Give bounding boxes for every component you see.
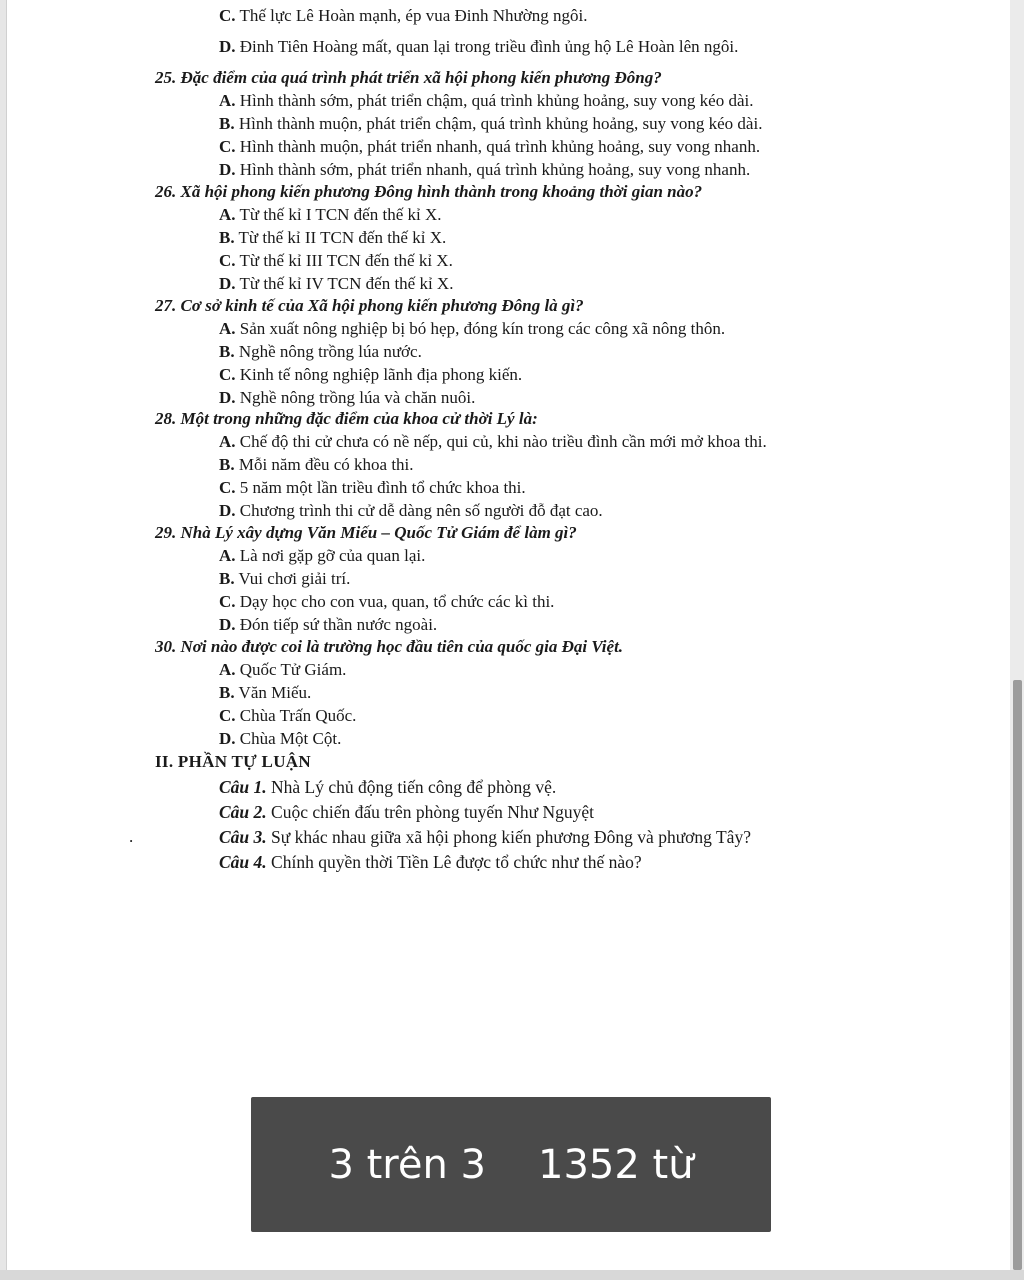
- option-line: B. Văn Miếu.: [219, 683, 312, 702]
- option-line: D. Đón tiếp sứ thần nước ngoài.: [219, 615, 438, 634]
- stray-dot: .: [129, 827, 134, 846]
- question-title: 28. Một trong những đặc điểm của khoa cử thời Lý là:: [155, 409, 538, 428]
- option-line: C. Từ thế kỉ III TCN đến thế kỉ X.: [219, 251, 453, 270]
- option-line: A. Từ thế kỉ I TCN đến thế kỉ X.: [219, 205, 442, 224]
- option-line: C. Chùa Trấn Quốc.: [219, 706, 357, 725]
- option-line: A. Sản xuất nông nghiệp bị bó hẹp, đóng kín trong các công xã nông thôn.: [219, 319, 726, 338]
- question-title: 25. Đặc điểm của quá trình phát triển xã hội phong kiến phương Đông?: [155, 68, 662, 87]
- vertical-scrollbar[interactable]: [1010, 0, 1024, 1280]
- essay-question: Câu 3. Sự khác nhau giữa xã hội phong kiến phương Đông và phương Tây?: [219, 827, 751, 847]
- option-line: A. Quốc Tử Giám.: [219, 660, 347, 679]
- option-line: B. Mỗi năm đều có khoa thi.: [219, 455, 414, 474]
- option-line: C. Hình thành muộn, phát triển nhanh, quá trình khủng hoảng, suy vong nhanh.: [219, 137, 761, 156]
- option-line: B. Từ thế kỉ II TCN đến thế kỉ X.: [219, 228, 447, 247]
- page-bottom-edge: [0, 1270, 1024, 1280]
- option-line: A. Chế độ thi cử chưa có nề nếp, qui củ, khi nào triều đình cần mới mở khoa thi.: [219, 432, 767, 451]
- essay-question: Câu 2. Cuộc chiến đấu trên phòng tuyến Như Nguyệt: [219, 802, 594, 822]
- option-line: A. Hình thành sớm, phát triển chậm, quá trình khủng hoảng, suy vong kéo dài.: [219, 91, 754, 110]
- option-line: D. Hình thành sớm, phát triển nhanh, quá trình khủng hoảng, suy vong nhanh.: [219, 160, 751, 179]
- essay-question: Câu 4. Chính quyền thời Tiền Lê được tổ chức như thế nào?: [219, 852, 642, 872]
- essay-question: Câu 1. Nhà Lý chủ động tiến công để phòng vệ.: [219, 777, 557, 797]
- page-indicator: 3 trên 3: [328, 1141, 486, 1188]
- scrollbar-thumb[interactable]: [1013, 680, 1022, 1270]
- option-line: B. Vui chơi giải trí.: [219, 569, 351, 588]
- option-line: D. Nghề nông trồng lúa và chăn nuôi.: [219, 388, 476, 407]
- page-status-overlay: [251, 1097, 771, 1232]
- option-line: D. Đinh Tiên Hoàng mất, quan lại trong triều đình ủng hộ Lê Hoàn lên ngôi.: [219, 37, 739, 56]
- option-line: D. Chùa Một Cột.: [219, 729, 342, 748]
- option-line: B. Hình thành muộn, phát triển chậm, quá trình khủng hoảng, suy vong kéo dài.: [219, 114, 763, 133]
- question-title: 30. Nơi nào được coi là trường học đầu tiên của quốc gia Đại Việt.: [155, 637, 624, 656]
- option-line: C. Kinh tế nông nghiệp lãnh địa phong kiến.: [219, 365, 523, 384]
- question-title: 29. Nhà Lý xây dựng Văn Miếu – Quốc Tử Giám để làm gì?: [155, 523, 577, 542]
- option-line: C. Dạy học cho con vua, quan, tổ chức các kì thi.: [219, 592, 555, 611]
- option-line: C. Thế lực Lê Hoàn mạnh, ép vua Đinh Nhường ngôi.: [219, 6, 588, 25]
- word-count: 1352 từ: [538, 1141, 694, 1188]
- option-line: A. Là nơi gặp gỡ của quan lại.: [219, 546, 426, 565]
- question-title: 27. Cơ sở kinh tế của Xã hội phong kiến phương Đông là gì?: [155, 296, 584, 315]
- question-title: 26. Xã hội phong kiến phương Đông hình thành trong khoảng thời gian nào?: [155, 182, 703, 201]
- option-line: C. 5 năm một lần triều đình tổ chức khoa thi.: [219, 478, 526, 497]
- option-line: D. Chương trình thi cử dễ dàng nên số người đỗ đạt cao.: [219, 501, 603, 520]
- section-heading: II. PHẦN TỰ LUẬN: [155, 752, 311, 771]
- document-page: [6, 0, 1012, 1270]
- option-line: D. Từ thế kỉ IV TCN đến thế kỉ X.: [219, 274, 454, 293]
- option-line: B. Nghề nông trồng lúa nước.: [219, 342, 422, 361]
